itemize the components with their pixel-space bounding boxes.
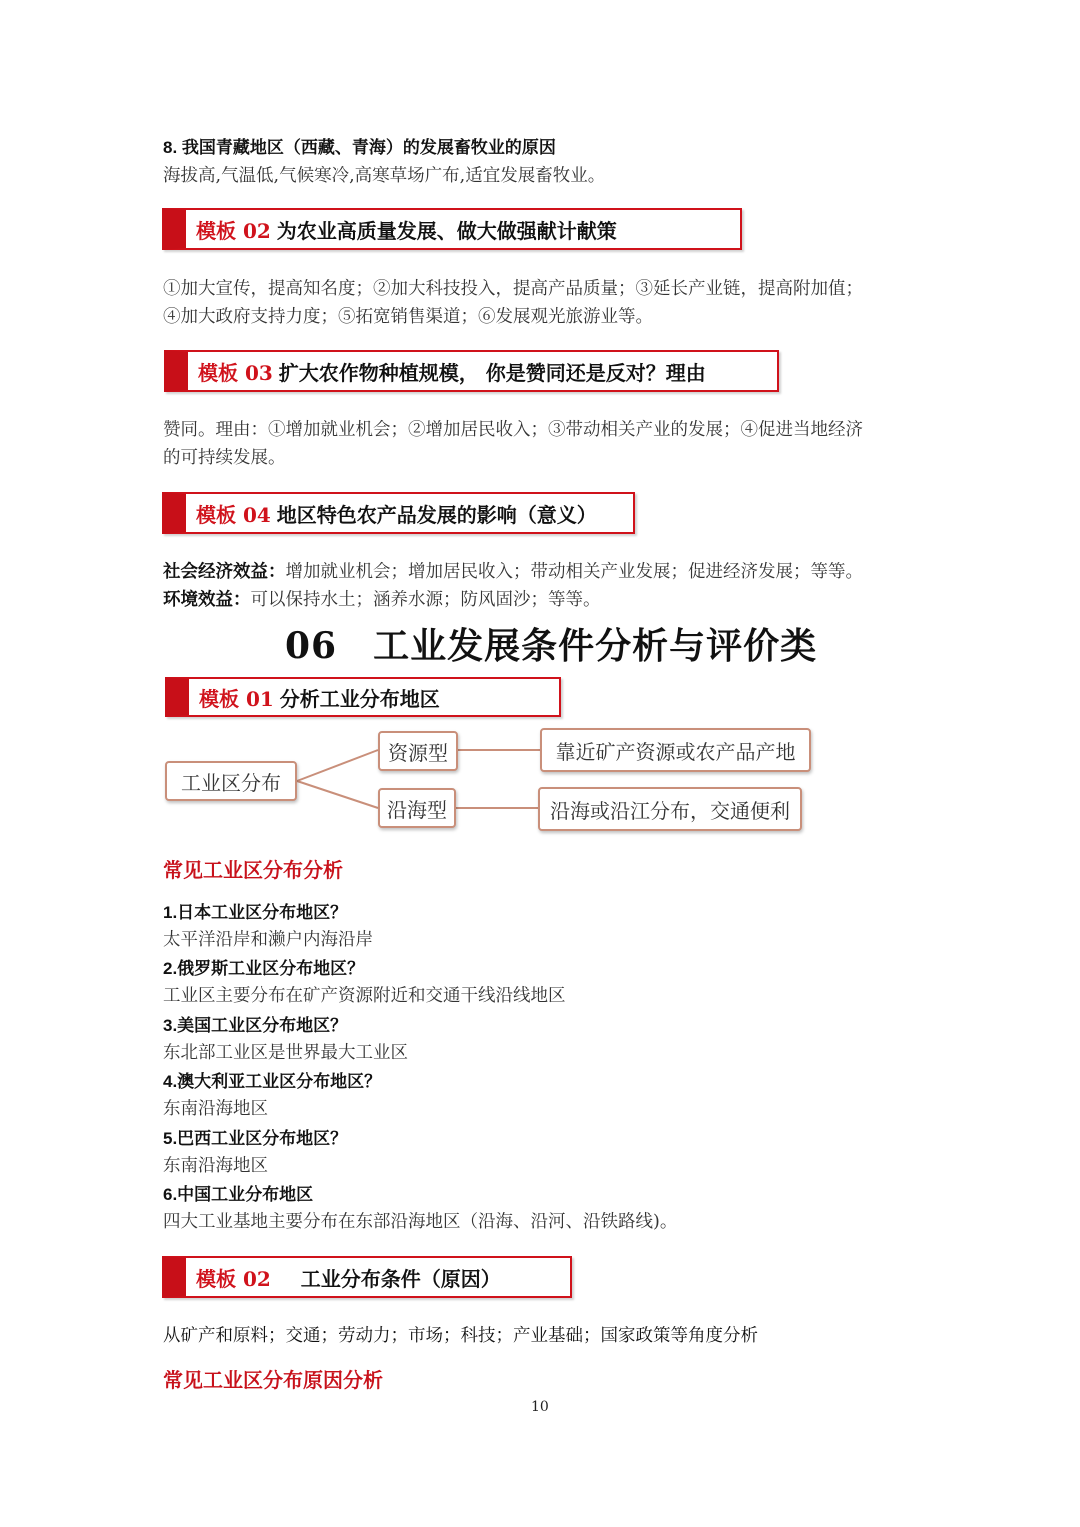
template03-line-2: 的可持续发展。 [163, 448, 286, 468]
banner-tag: 模板 03 [198, 360, 273, 385]
banner-title: 为农业高质量发展、做大做强献计献策 [276, 218, 617, 243]
template02a-line-1: ①加大宣传，提高知名度；②加大科技投入，提高产品质量；③延长产业链，提高附加值； [163, 279, 863, 299]
distribution-reason-heading: 常见工业区分布原因分析 [163, 1368, 383, 1392]
banner-tag: 模板 04 [196, 502, 271, 527]
qa-answer-2: 工业区主要分布在矿产资源附近和交通干线沿线地区 [163, 986, 566, 1006]
banner-title: 扩大农作物种植规模， 你是赞同还是反对？理由 [278, 360, 706, 385]
common-distribution-heading: 常见工业区分布分析 [163, 858, 343, 882]
banner-title: 工业分布条件（原因） [300, 1266, 501, 1291]
template-banner-02b [162, 1256, 572, 1298]
diagram-coastal-desc-box: 沿海或沿江分布，交通便利 [538, 787, 802, 831]
qa-answer-5: 东南沿海地区 [163, 1156, 268, 1176]
diagram-root-box: 工业区分布 [165, 761, 297, 801]
social-benefit-text: 增加就业机会；增加居民收入；带动相关产业发展；促进经济发展；等等。 [285, 562, 863, 582]
env-benefit-text: 可以保持水土；涵养水源；防风固沙；等等。 [250, 590, 601, 610]
diagram-type-coastal-box: 沿海型 [378, 788, 456, 828]
banner-tag: 模板 02 [196, 1266, 271, 1291]
page-number: 10 [531, 1399, 549, 1415]
banner-tag: 模板 02 [196, 218, 271, 243]
qa-answer-3: 东北部工业区是世界最大工业区 [163, 1043, 408, 1063]
section-number: 06 [285, 625, 338, 667]
social-benefit-label: 社会经济效益： [163, 562, 286, 582]
qa-question-6: 6.中国工业分布地区 [163, 1185, 314, 1204]
banner-tag: 模板 01 [199, 686, 274, 711]
banner-title: 地区特色农产品发展的影响（意义） [276, 502, 597, 527]
section-title-text: 工业发展条件分析与评价类 [373, 625, 818, 667]
qa-answer-4: 东南沿海地区 [163, 1099, 268, 1119]
env-benefit-label: 环境效益： [163, 590, 251, 610]
q8-question: 8. 我国青藏地区（西藏、青海）的发展畜牧业的原因 [163, 138, 556, 157]
qa-question-3: 3.美国工业区分布地区？ [163, 1016, 348, 1035]
q8-answer: 海拔高,气温低,气候寒冷,高寒草场广布,适宜发展畜牧业。 [163, 166, 606, 186]
template02a-line-2: ④加大政府支持力度；⑤拓宽销售渠道；⑥发展观光旅游业等。 [163, 307, 653, 327]
banner-title: 分析工业分布地区 [279, 686, 440, 711]
qa-question-5: 5.巴西工业区分布地区？ [163, 1129, 348, 1148]
qa-question-4: 4.澳大利亚工业区分布地区？ [163, 1072, 382, 1091]
diagram-type-resource-box: 资源型 [378, 731, 458, 771]
industry-conditions-text: 从矿产和原料；交通；劳动力；市场；科技；产业基础；国家政策等角度分析 [163, 1326, 758, 1346]
qa-question-1: 1.日本工业区分布地区？ [163, 903, 348, 922]
diagram-resource-desc-box: 靠近矿产资源或农产品产地 [540, 728, 811, 772]
qa-question-2: 2.俄罗斯工业区分布地区？ [163, 959, 365, 978]
qa-answer-1: 太平洋沿岸和濑户内海沿岸 [163, 930, 373, 950]
qa-answer-6: 四大工业基地主要分布在东部沿海地区（沿海、沿河、沿铁路线)。 [163, 1212, 678, 1232]
template03-line-1: 赞同。理由：①增加就业机会；②增加居民收入；③带动相关产业的发展；④促进当地经济 [163, 420, 863, 440]
